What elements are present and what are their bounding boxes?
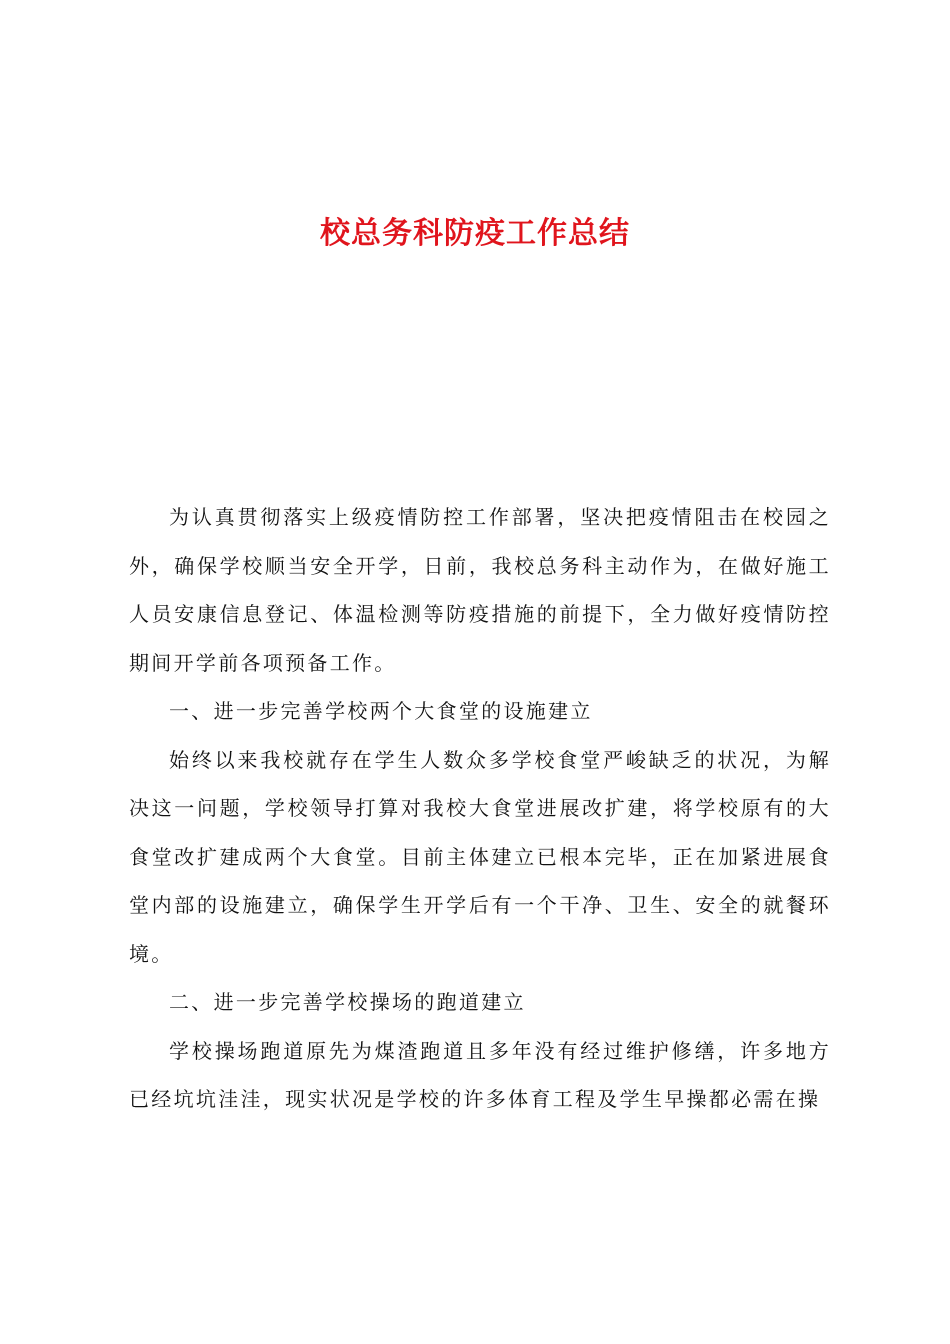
paragraph-canteen: 始终以来我校就存在学生人数众多学校食堂严峻缺乏的状况，为解决这一问题，学校领导打算对我校大食堂进展改扩建，将学校原有的大食堂改扩建成两个大食堂。目前主体建立已根本完毕，正在加紧进展食堂内部的设施建立，确保学生开学后有一个干净、卫生、安全的就餐环境。 [129, 747, 831, 966]
paragraph-track: 学校操场跑道原先为煤渣跑道且多年没有经过维护修缮，许多地方已经坑坑洼洼，现实状况是学校的许多体育工程及学生早操都必需在操 [129, 1038, 831, 1111]
paragraph-intro: 为认真贯彻落实上级疫情防控工作部署，坚决把疫情阻击在校园之外，确保学校顺当安全开学，日前，我校总务科主动作为，在做好施工人员安康信息登记、体温检测等防疫措施的前提下，全力做好疫情防控期间开学前各项预备工作。 [129, 505, 831, 675]
section-heading-2: 二、进一步完善学校操场的跑道建立 [169, 990, 526, 1014]
section-heading-1: 一、进一步完善学校两个大食堂的设施建立 [169, 699, 593, 723]
document-body [129, 493, 831, 1124]
document-title: 校总务科防疫工作总结 [320, 216, 630, 251]
